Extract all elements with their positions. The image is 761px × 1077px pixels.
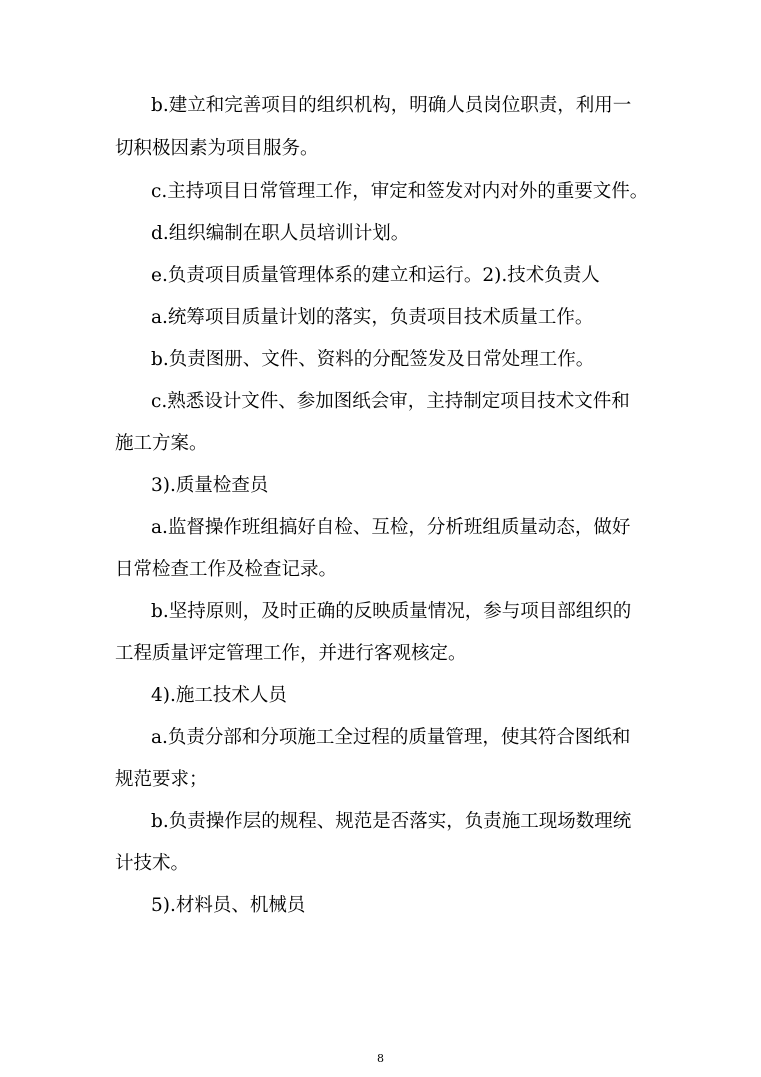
text-line: 日常检查工作及检查记录。	[115, 559, 338, 580]
text-line: a.负责分部和分项施工全过程的质量管理，使其符合图纸和	[151, 727, 631, 748]
text-line: 计技术。	[115, 853, 190, 874]
text-line: e.负责项目质量管理体系的建立和运行。2).技术负责人	[151, 265, 600, 286]
section-heading: 5).材料员、机械员	[151, 895, 306, 916]
text-line: b.负责操作层的规程、规范是否落实，负责施工现场数理统	[151, 811, 632, 832]
text-line: a.统筹项目质量计划的落实，负责项目技术质量工作。	[151, 307, 594, 328]
text-line: b.建立和完善项目的组织机构，明确人员岗位职责，利用一	[151, 95, 632, 116]
section-heading: 4).施工技术人员	[151, 685, 287, 706]
text-line: 规范要求；	[115, 769, 208, 790]
text-line: b.负责图册、文件、资料的分配签发及日常处理工作。	[151, 349, 595, 370]
section-heading: 3).质量检查员	[151, 475, 269, 496]
text-line: 工程质量评定管理工作，并进行客观核定。	[115, 643, 467, 664]
page-number: 8	[377, 1052, 384, 1065]
text-line: 施工方案。	[115, 433, 208, 454]
text-line: a.监督操作班组搞好自检、互检，分析班组质量动态，做好	[151, 517, 631, 538]
text-line: b.坚持原则，及时正确的反映质量情况，参与项目部组织的	[151, 601, 632, 622]
text-line: c.熟悉设计文件、参加图纸会审，主持制定项目技术文件和	[151, 391, 630, 412]
text-line: 切积极因素为项目服务。	[115, 138, 319, 159]
text-line: c.主持项目日常管理工作，审定和签发对内对外的重要文件。	[151, 181, 649, 202]
text-line: d.组织编制在职人员培训计划。	[151, 223, 410, 244]
